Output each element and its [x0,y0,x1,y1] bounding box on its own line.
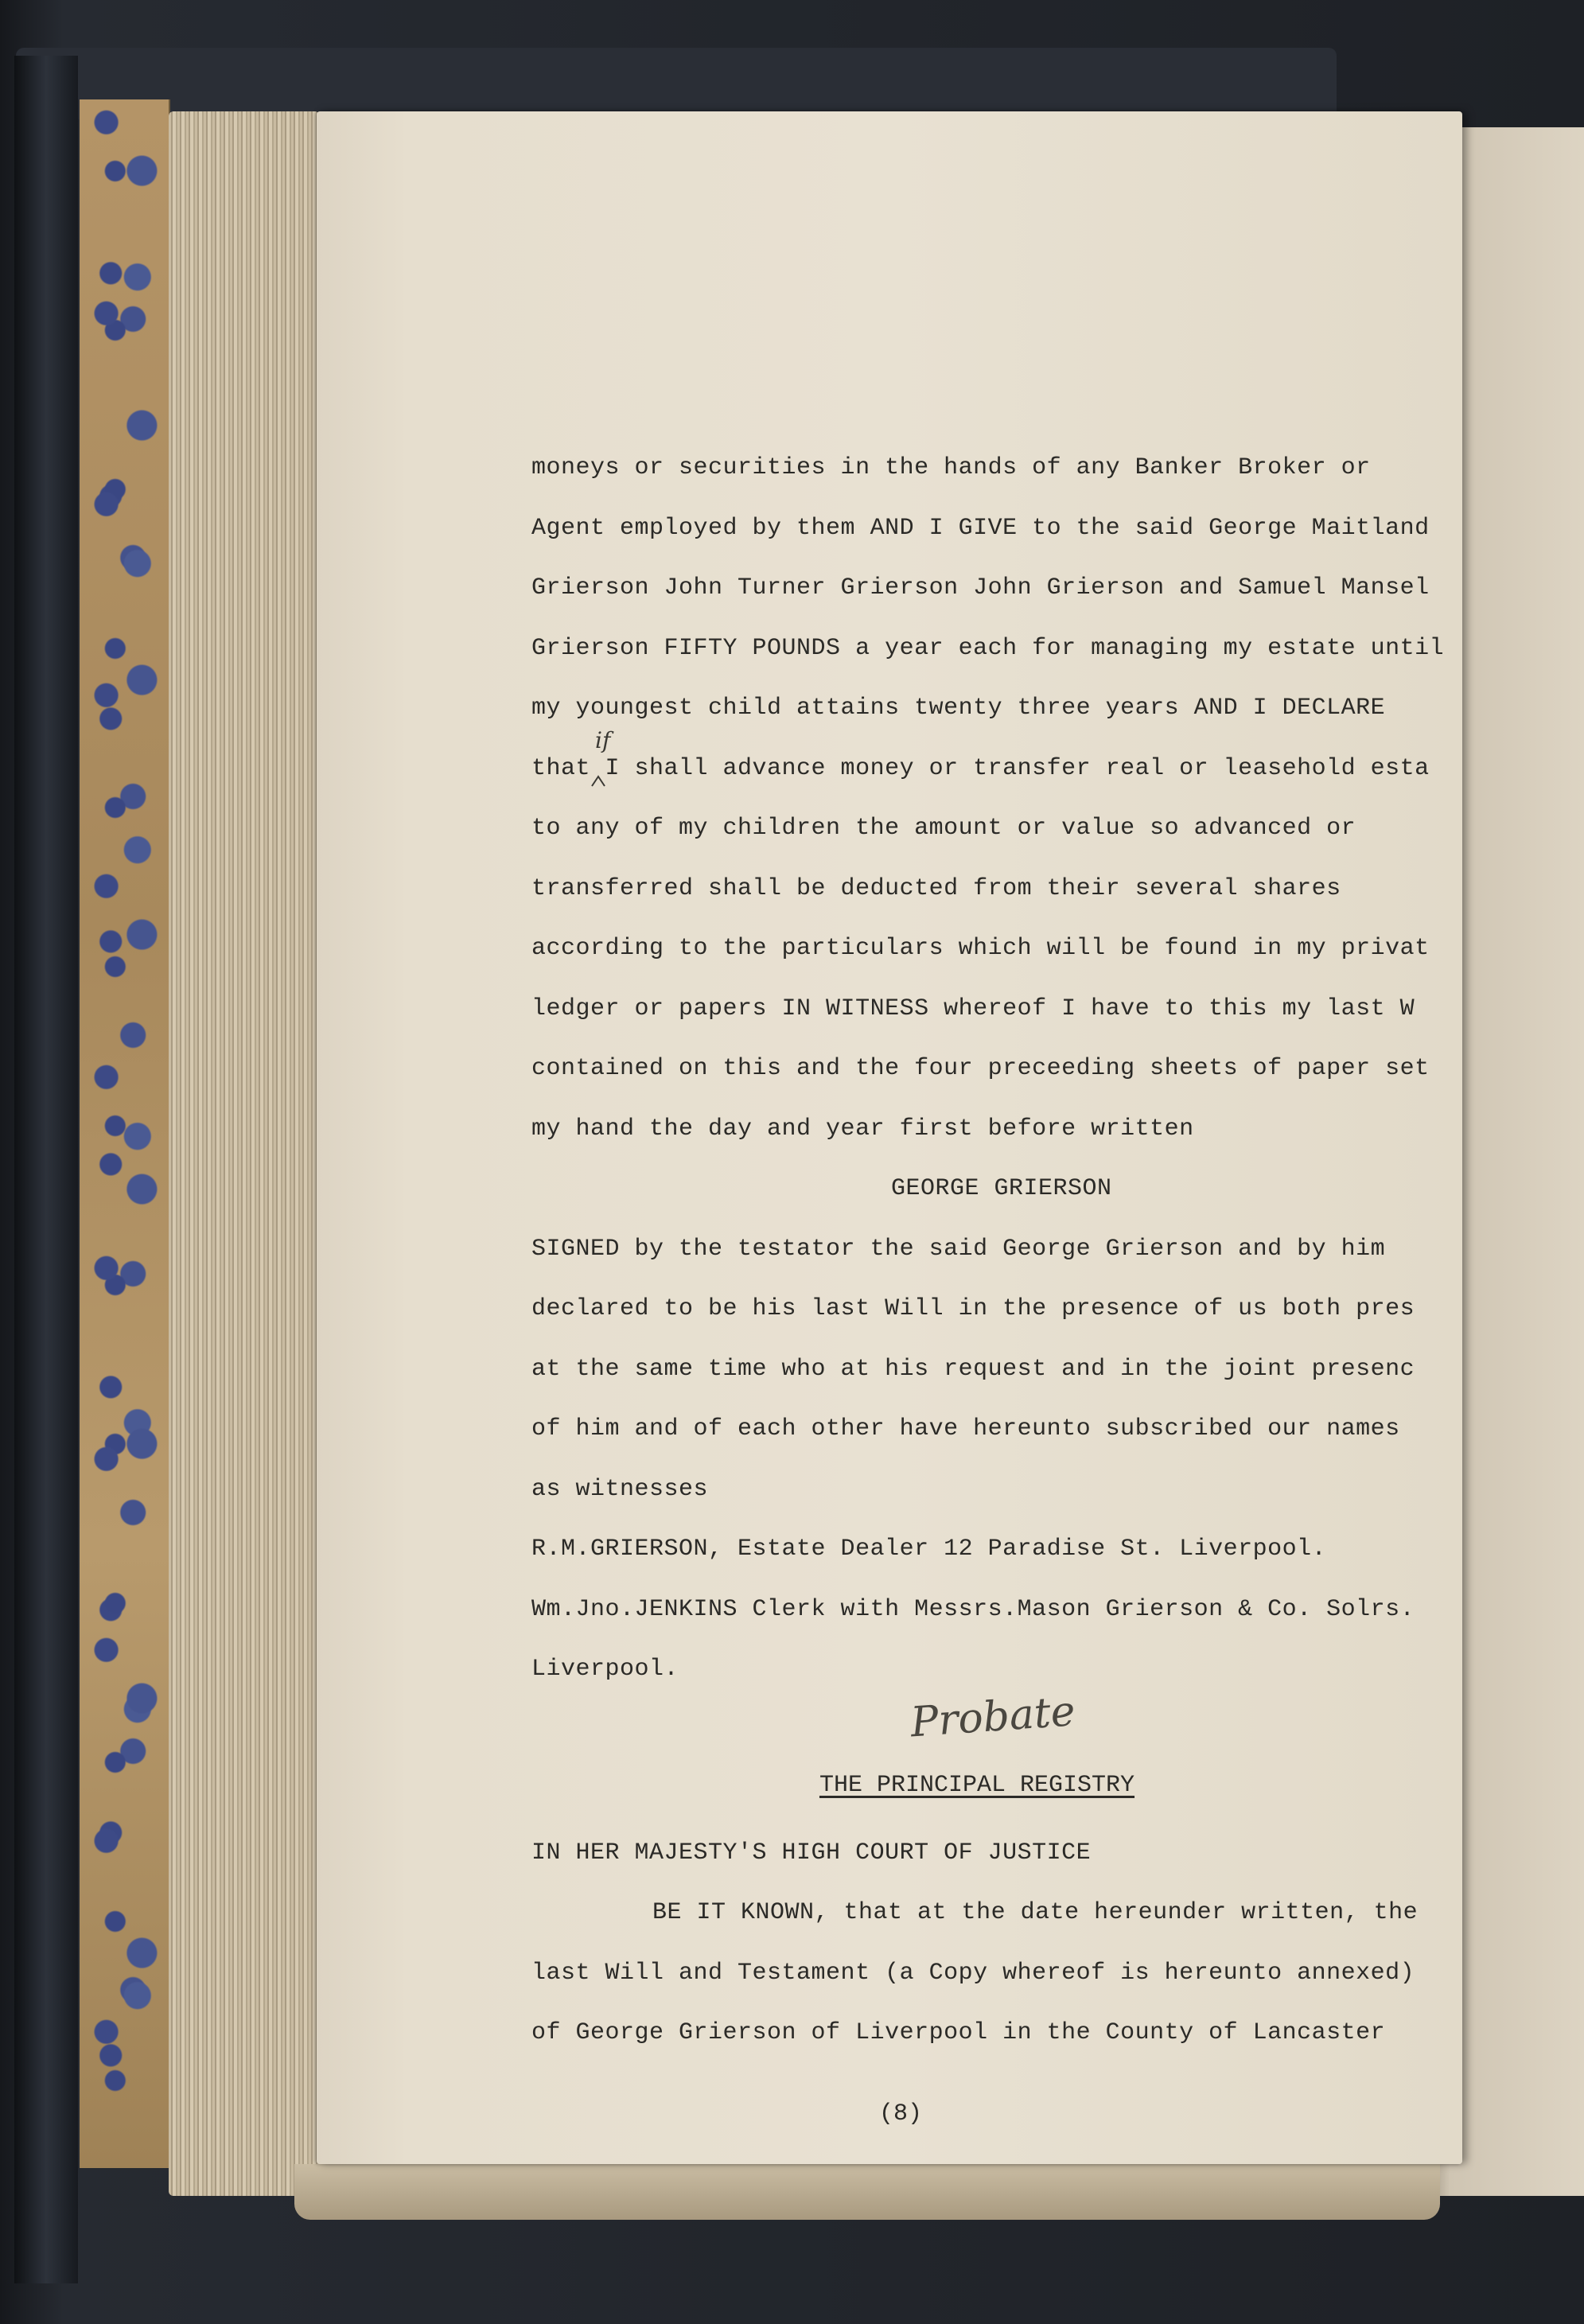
handwritten-insertion-mark [587,730,619,794]
will-line: transferred shall be deducted from their several shares [531,874,1341,902]
handwritten-probate-note: Probate [909,1688,1077,1747]
inserted-word: if [595,730,611,753]
will-line: that I shall advance money or transfer real or leasehold esta [531,754,1430,782]
testator-signature: GEORGE GRIERSON [891,1175,1112,1202]
book-cover-top-edge [16,48,1337,119]
will-line: Grierson FIFTY POUNDS a year each for managing my estate until [531,634,1445,662]
stacked-page-edges [169,111,320,2196]
marbled-endpaper [80,99,170,2168]
page-bottom-edge [294,2164,1440,2220]
probate-line: BE IT KNOWN, that at the date hereunder written, the [652,1899,1419,1926]
book-spine [14,56,78,2283]
attestation-line: declared to be his last Will in the presence of us both pres [531,1295,1415,1322]
registry-heading [531,1763,1422,1831]
page-number: (8) [879,2100,923,2127]
will-line: my youngest child attains twenty three years AND I DECLARE [531,695,1386,722]
will-line: moneys or securities in the hands of any Banker Broker or [531,454,1371,481]
witness-line: Liverpool. [531,1656,679,1683]
court-line: IN HER MAJESTY'S HIGH COURT OF JUSTICE [531,1839,1092,1867]
will-line: Grierson John Turner Grierson John Grierson and Samuel Mansel [531,574,1430,601]
witness-line: Wm.Jno.JENKINS Clerk with Messrs.Mason Grierson & Co. Solrs. [531,1595,1415,1623]
probate-line: of George Grierson of Liverpool in the County of Lancaster [531,2019,1386,2046]
caret-icon [587,730,619,794]
probate-line: last Will and Testament (a Copy whereof is hereunto annexed) [531,1959,1415,1987]
witness-line: R.M.GRIERSON, Estate Dealer 12 Paradise St. Liverpool. [531,1536,1327,1563]
attestation-line: as witnesses [531,1475,709,1503]
registry-heading-text: THE PRINCIPAL REGISTRY [819,1771,1135,1799]
will-line: contained on this and the four preceeding sheets of paper set [531,1055,1430,1082]
attestation-line: at the same time who at his request and in the joint presenc [531,1355,1415,1383]
will-line: Agent employed by them AND I GIVE to the said George Maitland [531,514,1430,542]
attestation-line: SIGNED by the testator the said George Grierson and by him [531,1235,1386,1263]
attestation-line: of him and of each other have hereunto subscribed our names [531,1415,1400,1442]
will-line: my hand the day and year first before written [531,1115,1194,1143]
typed-will-text [531,446,1446,2071]
will-line: according to the particulars which will be found in my privat [531,935,1430,962]
will-line: ledger or papers IN WITNESS whereof I have to this my last W [531,995,1415,1022]
will-line: to any of my children the amount or value so advanced or [531,815,1356,842]
